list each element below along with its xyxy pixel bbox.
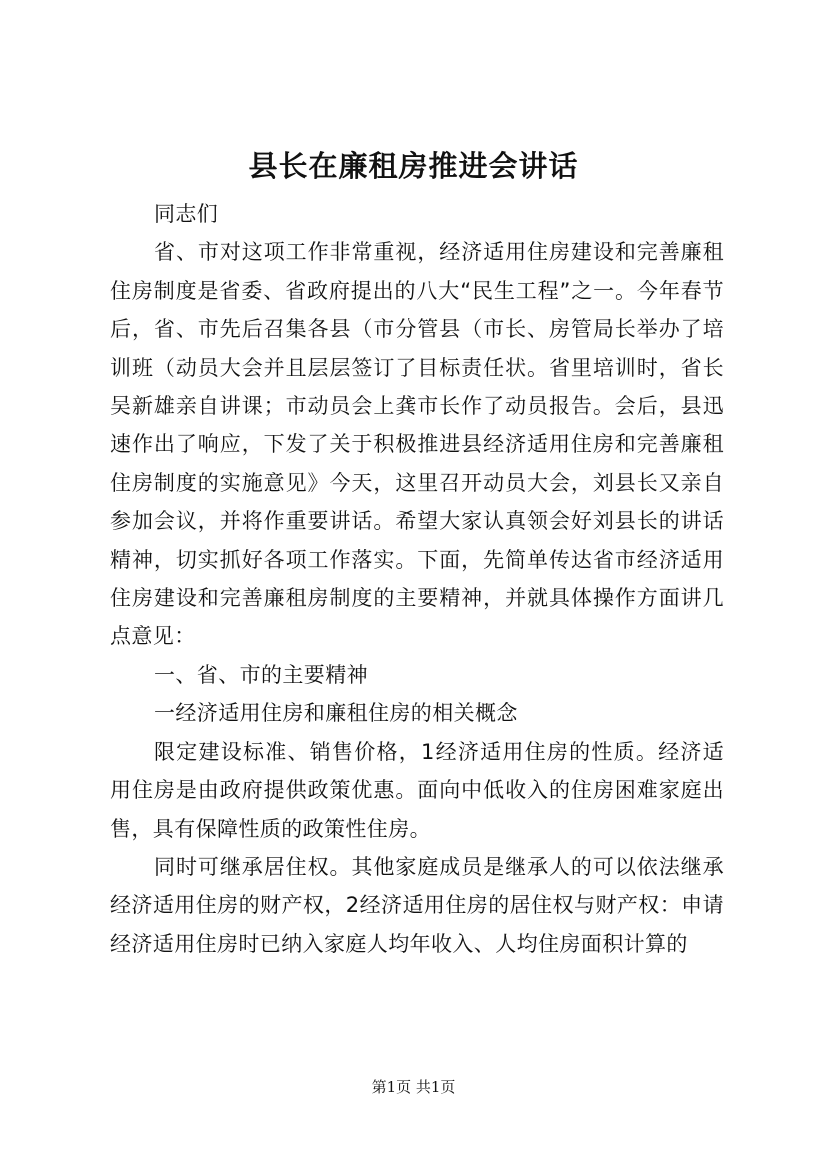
document-body bbox=[110, 195, 724, 963]
body-paragraph: 同时可继承居住权。其他家庭成员是继承人的可以依法继承经济适用住房的财产权，2经济适用住房的居住权与财产权：申请经济适用住房时已纳入家庭人均年收入、人均住房面积计算的 bbox=[110, 854, 724, 956]
page-footer: 第1页 共1页 bbox=[371, 1078, 456, 1096]
section-heading: 一、省、市的主要精神 bbox=[154, 662, 368, 687]
subsection-heading: 一经济适用住房和廉租住房的相关概念 bbox=[154, 701, 518, 726]
body-paragraph: 省、市对这项工作非常重视，经济适用住房建设和完善廉租住房制度是省委、省政府提出的八大“民生工程”之一。今年春节后，省、市先后召集各县（市分管县（市长、房管局长举办了培训班（动员大会并且层层签订了目标责任状。省里培训时，省长吴新雄亲自讲课；市动员会上龚市长作了动员报告。会后，县迅速作出了响应，下发了关于积极推进县经济适用住房和完善廉租住房制度的实施意见》今天，这里召开动员大会，刘县长又亲自参加会议，并将作重要讲话。希望大家认真领会好刘县长的讲话精神，切实抓好各项工作落实。下面，先简单传达省市经济适用住房建设和完善廉租房制度的主要精神，并就具体操作方面讲几点意见： bbox=[110, 240, 724, 649]
document-title: 县长在廉租房推进会讲话 bbox=[248, 149, 579, 183]
body-paragraph: 限定建设标准、销售价格，1经济适用住房的性质。经济适用住房是由政府提供政策优惠。面向中低收入的住房困难家庭出售，具有保障性质的政策性住房。 bbox=[110, 739, 724, 841]
salutation-paragraph: 同志们 bbox=[154, 202, 219, 226]
